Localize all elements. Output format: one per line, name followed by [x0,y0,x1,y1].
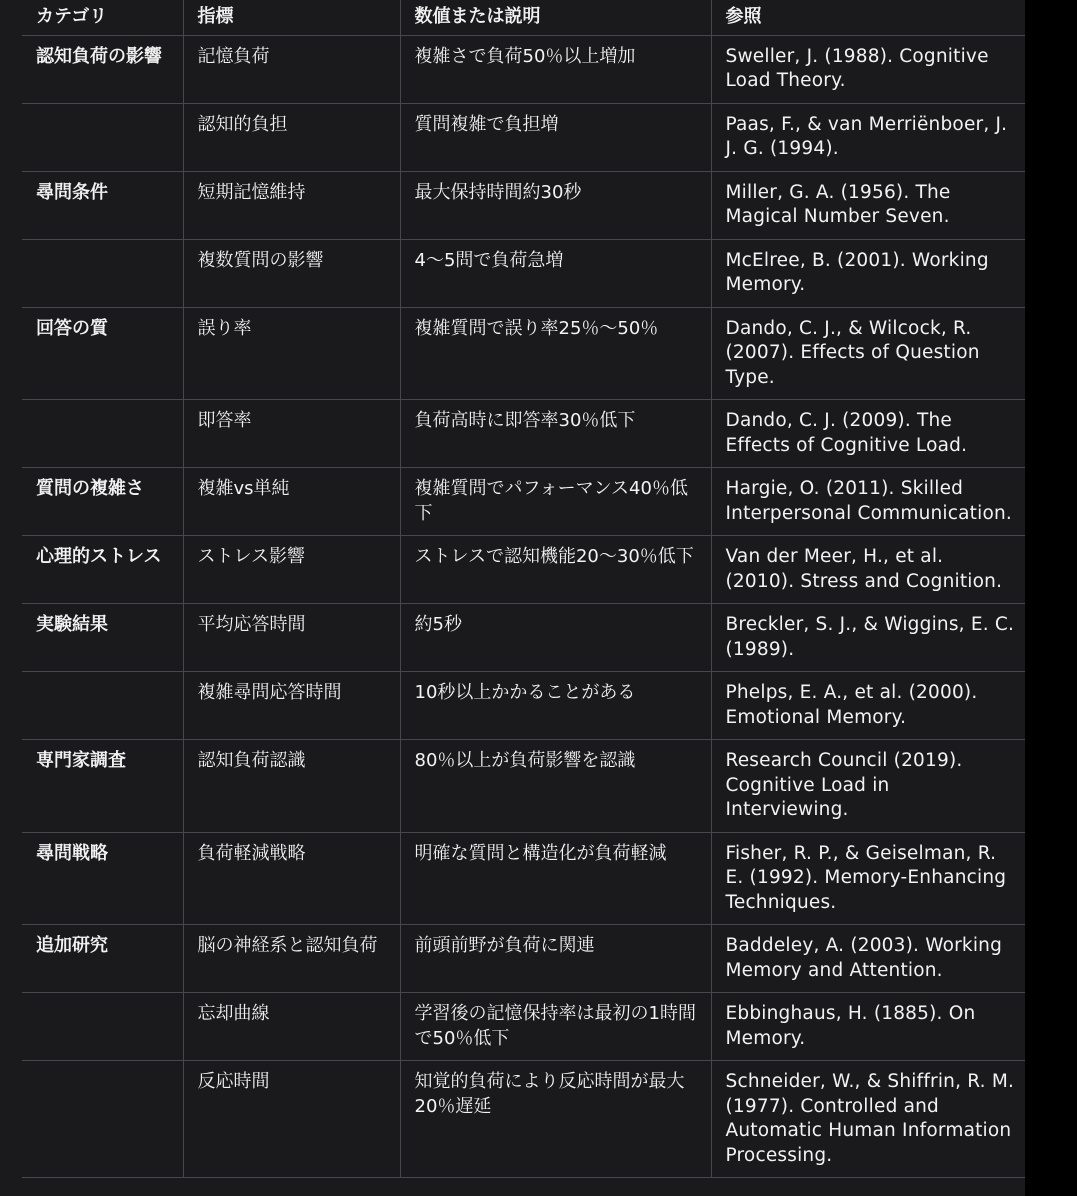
table-row [22,604,1025,672]
value-cell: 最大保持時間約30秒 [400,171,711,239]
reference-cell: Van der Meer, H., et al. (2010). Stress and Cognition. [711,536,1025,604]
category-cell [22,1061,183,1178]
indicator-cell: 反応時間 [183,1061,400,1178]
value-cell: 質問複雑で負担増 [400,103,711,171]
reference-cell: Sweller, J. (1988). Cognitive Load Theory. [711,35,1025,103]
category-cell: 認知負荷の影響 [22,35,183,103]
table-row [22,1061,1025,1178]
indicator-cell: 平均応答時間 [183,604,400,672]
indicator-cell: 誤り率 [183,307,400,400]
category-cell [22,400,183,468]
table-row [22,925,1025,993]
value-cell: 4〜5問で負荷急増 [400,239,711,307]
reference-cell: Ebbinghaus, H. (1885). On Memory. [711,993,1025,1061]
value-cell: 学習後の記憶保持率は最初の1時間で50％低下 [400,993,711,1061]
header-row [22,0,1025,35]
value-cell: 80％以上が負荷影響を認識 [400,740,711,833]
category-cell [22,103,183,171]
category-cell [22,239,183,307]
value-cell: 前頭前野が負荷に関連 [400,925,711,993]
value-cell: 明確な質問と構造化が負荷軽減 [400,832,711,925]
column-header-value: 数値または説明 [400,0,711,35]
value-cell: 約5秒 [400,604,711,672]
indicator-cell: 即答率 [183,400,400,468]
reference-cell: McElree, B. (2001). Working Memory. [711,239,1025,307]
reference-cell: Research Council (2019). Cognitive Load in Interviewing. [711,740,1025,833]
table-row [22,740,1025,833]
table-row [22,239,1025,307]
indicator-cell: ストレス影響 [183,536,400,604]
category-cell: 実験結果 [22,604,183,672]
value-cell: 負荷高時に即答率30％低下 [400,400,711,468]
table-row [22,468,1025,536]
table-row [22,307,1025,400]
category-cell: 尋問戦略 [22,832,183,925]
indicator-cell: 認知的負担 [183,103,400,171]
table-row [22,171,1025,239]
reference-cell: Dando, C. J. (2009). The Effects of Cognitive Load. [711,400,1025,468]
table-row [22,400,1025,468]
indicator-cell: 負荷軽減戦略 [183,832,400,925]
column-header-category: カテゴリ [22,0,183,35]
category-cell: 心理的ストレス [22,536,183,604]
table-row [22,536,1025,604]
table-header [22,0,1025,35]
reference-cell: Baddeley, A. (2003). Working Memory and Attention. [711,925,1025,993]
value-cell: 複雑さで負荷50％以上増加 [400,35,711,103]
table-row [22,672,1025,740]
reference-cell: Paas, F., & van Merriënboer, J. J. G. (1994). [711,103,1025,171]
indicator-cell: 複雑尋問応答時間 [183,672,400,740]
category-cell [22,672,183,740]
category-cell: 尋問条件 [22,171,183,239]
category-cell: 回答の質 [22,307,183,400]
column-header-reference: 参照 [711,0,1025,35]
category-cell: 専門家調査 [22,740,183,833]
reference-cell: Miller, G. A. (1956). The Magical Number Seven. [711,171,1025,239]
reference-cell: Hargie, O. (2011). Skilled Interpersonal Communication. [711,468,1025,536]
value-cell: 10秒以上かかることがある [400,672,711,740]
table-row [22,35,1025,103]
column-header-indicator: 指標 [183,0,400,35]
category-cell: 追加研究 [22,925,183,993]
table-body [22,35,1025,1178]
reference-cell: Schneider, W., & Shiffrin, R. M. (1977). Controlled and Automatic Human Information Processing. [711,1061,1025,1178]
reference-cell: Phelps, E. A., et al. (2000). Emotional Memory. [711,672,1025,740]
indicator-cell: 忘却曲線 [183,993,400,1061]
reference-cell: Fisher, R. P., & Geiselman, R. E. (1992). Memory-Enhancing Techniques. [711,832,1025,925]
value-cell: ストレスで認知機能20〜30％低下 [400,536,711,604]
indicator-cell: 記憶負荷 [183,35,400,103]
table-row [22,832,1025,925]
value-cell: 複雑質問でパフォーマンス40％低下 [400,468,711,536]
indicator-cell: 短期記憶維持 [183,171,400,239]
reference-cell: Breckler, S. J., & Wiggins, E. C. (1989). [711,604,1025,672]
indicator-cell: 複雑vs単純 [183,468,400,536]
value-cell: 複雑質問で誤り率25％〜50％ [400,307,711,400]
data-table [22,0,1025,1178]
value-cell: 知覚的負荷により反応時間が最大20％遅延 [400,1061,711,1178]
table-row [22,103,1025,171]
category-cell: 質問の複雑さ [22,468,183,536]
indicator-cell: 脳の神経系と認知負荷 [183,925,400,993]
reference-cell: Dando, C. J., & Wilcock, R. (2007). Effects of Question Type. [711,307,1025,400]
indicator-cell: 複数質問の影響 [183,239,400,307]
table-row [22,993,1025,1061]
indicator-cell: 認知負荷認識 [183,740,400,833]
category-cell [22,993,183,1061]
